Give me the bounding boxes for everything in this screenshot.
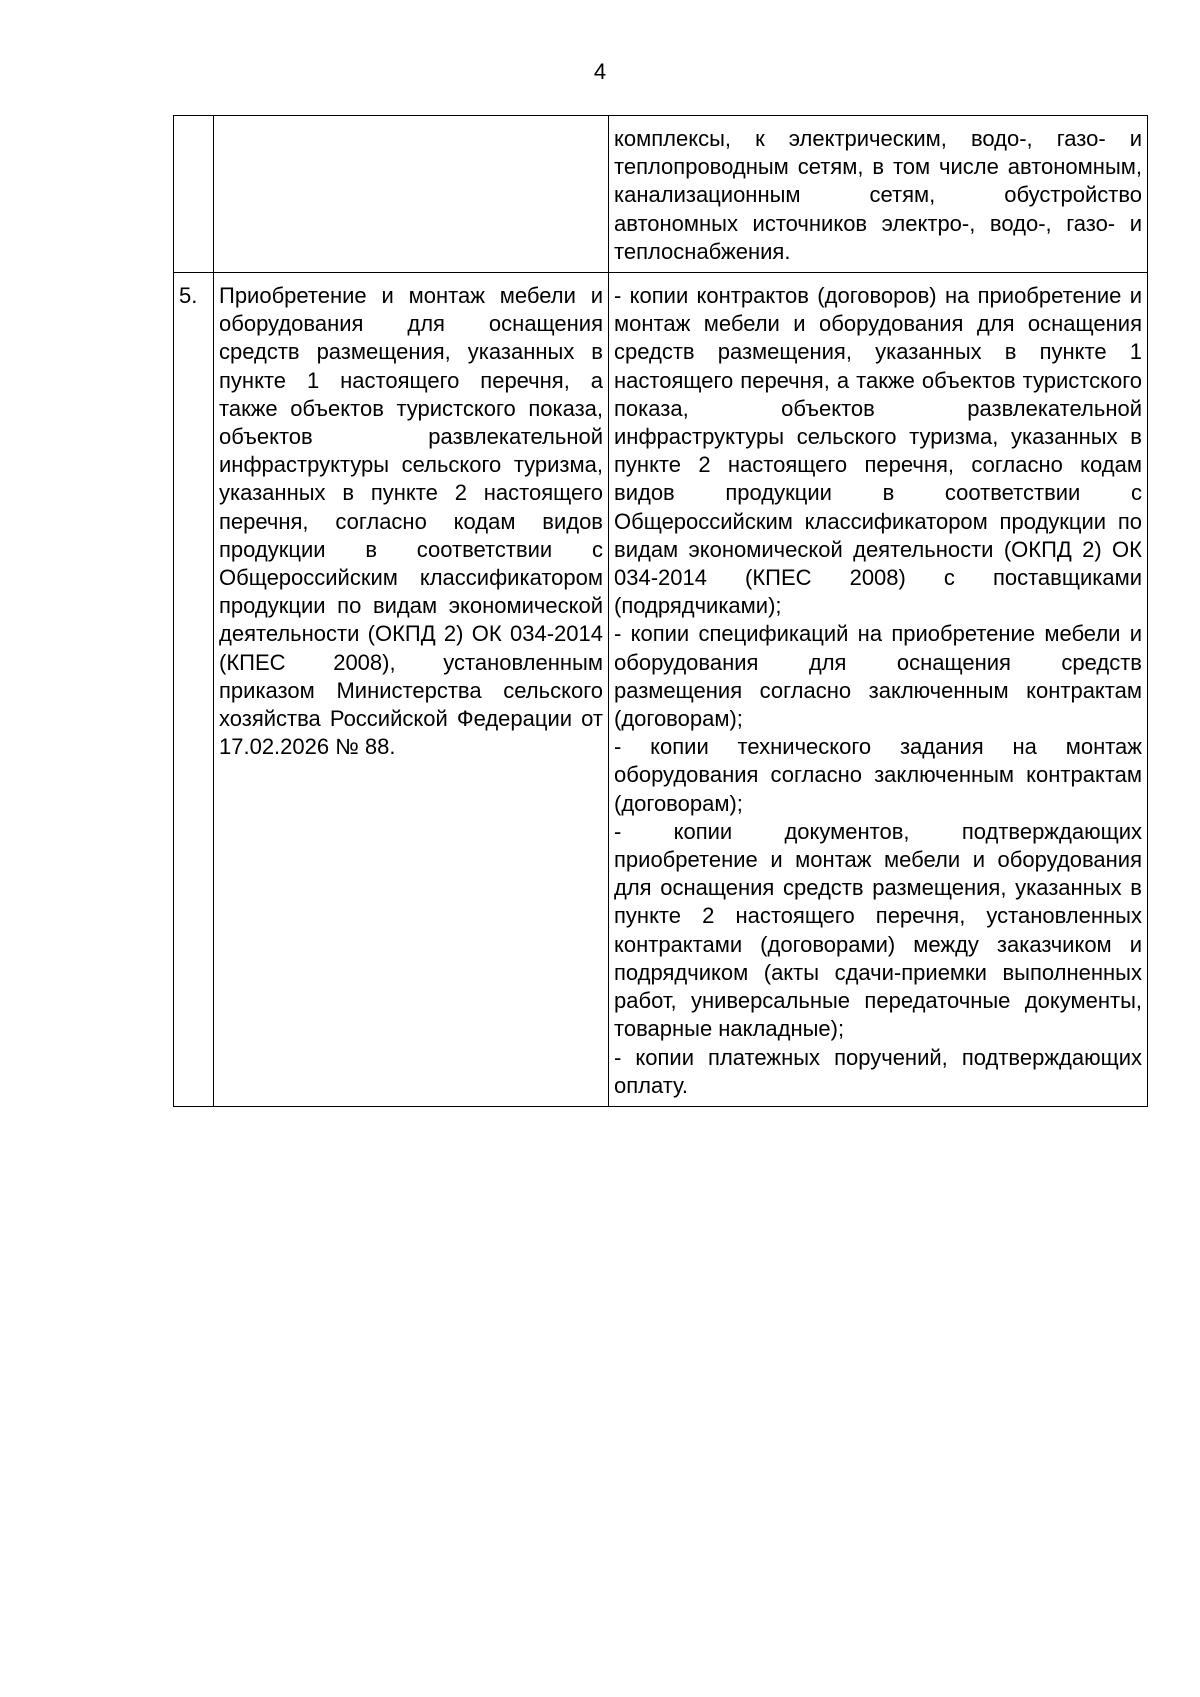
table-row bbox=[174, 273, 1148, 1107]
document-item: - копии документов, подтверждающих приобретение и монтаж мебели и оборудования для оснащения средств размещения, указанных в пункте 2 настоящего перечня, установленных контрактами (договорами) между заказчиком и подрядчиком (акты сдачи-приемки выполненных работ, универсальные передаточные документы, товарные накладные); bbox=[614, 818, 1142, 1042]
document-item: - копии платежных поручений, подтверждающих оплату. bbox=[614, 1044, 1142, 1098]
documents-cell bbox=[609, 116, 1148, 273]
work-type-cell: Приобретение и монтаж мебели и оборудования для оснащения средств размещения, указанных в пункте 1 настоящего перечня, а также объектов туристского показа, объектов развлекательной инфраструктуры сельского туризма, указанных в пункте 2 настоящего перечня, согласно кодам видов продукции в соответствии с Общероссийским классификатором продукции по видам экономической деятельности (ОКПД 2) ОК 034-2014 (КПЕС 2008), установленным приказом Министерства сельского хозяйства Российской Федерации от 17.02.2026 № 88. bbox=[214, 273, 609, 1107]
documents-cell bbox=[609, 273, 1148, 1107]
work-type-cell bbox=[214, 116, 609, 273]
page-number: 4 bbox=[593, 59, 607, 84]
document-table bbox=[173, 115, 1148, 1107]
document-item: - копии спецификаций на приобретение мебели и оборудования для оснащения средств размещения согласно заключенным контрактам (договорам); bbox=[614, 621, 1142, 732]
table-row bbox=[174, 116, 1148, 273]
row-number-cell bbox=[174, 116, 214, 273]
row-number-cell: 5. bbox=[174, 273, 214, 1107]
document-item: - копии контрактов (договоров) на приобретение и монтаж мебели и оборудования для оснащения средств размещения, указанных в пункте 1 настоящего перечня, а также объектов туристского показа, объектов развлекательной инфраструктуры сельского туризма, указанных в пункте 2 настоящего перечня, согласно кодам видов продукции в соответствии с Общероссийским классификатором продукции по видам экономической деятельности (ОКПД 2) ОК 034-2014 (КПЕС 2008) с поставщиками (подрядчиками); bbox=[614, 283, 1142, 619]
document-item: - копии технического задания на монтаж оборудования согласно заключенным контрактам (договорам); bbox=[614, 734, 1142, 816]
document-item: комплексы, к электрическим, водо-, газо- и теплопроводным сетям, в том числе автономным, канализационным сетям, обустройство автономных источников электро-, водо-, газо- и теплоснабжения. bbox=[614, 126, 1142, 264]
